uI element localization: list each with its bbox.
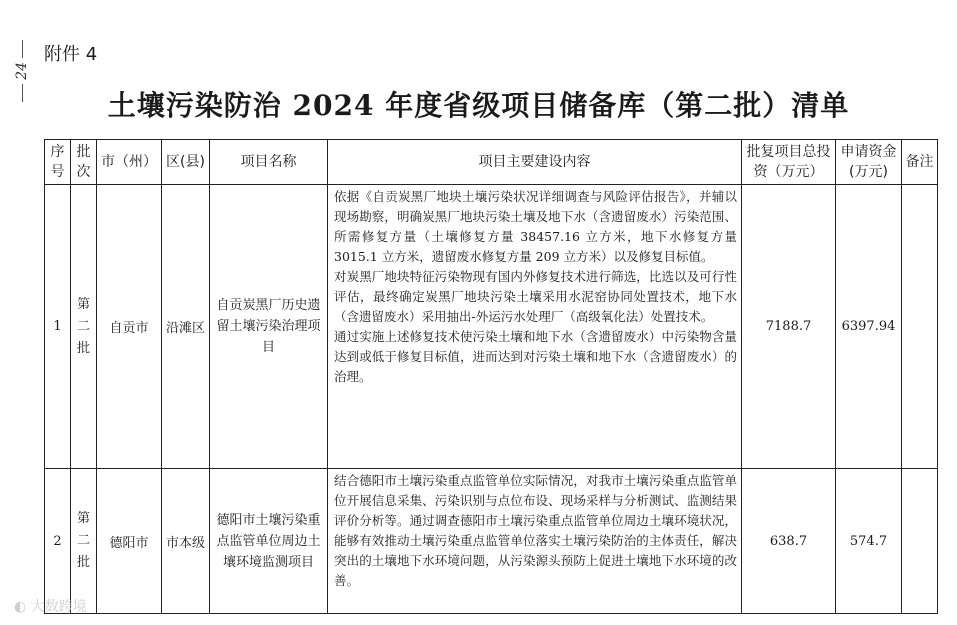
content-paragraph: 通过实施上述修复技术使污染土壤和地下水（含遗留废水）中污染物含量达到或低于修复目标值，进而达到对污染土壤和地下水（含遗留废水）的治理。 (334, 329, 737, 384)
cell-batch (71, 185, 97, 469)
cell-city: 德阳市 (97, 469, 162, 614)
cell-city: 自贡市 (97, 185, 162, 469)
header-apply-line2: (万元) (849, 164, 888, 180)
header-investment-line1: 批复项目总投 (746, 144, 831, 160)
header-batch (71, 140, 97, 185)
header-project-name: 项目名称 (210, 140, 328, 185)
header-city: 市（州） (97, 140, 162, 185)
cell-seq: 2 (45, 469, 71, 614)
attachment-label: 附件 4 (44, 44, 98, 65)
page-number: 24 (14, 62, 30, 80)
cell-project-name: 德阳市土壤污染重点监管单位周边土壤环境监测项目 (210, 469, 328, 614)
watermark-logo-icon: ◐ (14, 599, 27, 615)
header-content: 项目主要建设内容 (328, 140, 742, 185)
batch-char: 二 (76, 533, 90, 548)
batch-char: 第 (76, 511, 90, 526)
cell-apply: 574.7 (836, 469, 902, 614)
batch-char: 批 (76, 340, 90, 356)
content-paragraph: 依据《自贡炭黑厂地块土壤污染状况详细调查与风险评估报告》，并辅以现场勘察，明确炭黑厂地块污染土壤及地下水（含遗留废水）污染范围、所需修复方量（土壤修复方量 38457.16 立方米，地下水修复方量 3015.1 立方米，遗留废水修复方量 209 立方米）以及修复目标值。 (334, 189, 737, 264)
header-apply (836, 140, 902, 185)
header-batch-line2: 次 (76, 164, 91, 180)
batch-char: 二 (76, 318, 90, 334)
cell-remark (902, 469, 938, 614)
cell-project-name: 自贡炭黑厂历史遗留土壤污染治理项目 (210, 185, 328, 469)
header-district: 区(县) (162, 140, 210, 185)
table-row (45, 469, 938, 614)
cell-apply: 6397.94 (836, 185, 902, 469)
header-seq-line2: 号 (50, 164, 65, 180)
header-batch-line1: 批 (76, 144, 91, 160)
cell-content (328, 469, 742, 614)
header-remark: 备注 (902, 140, 938, 185)
header-investment-line2: 资（万元） (753, 164, 824, 180)
cell-investment: 638.7 (742, 469, 836, 614)
content-paragraph: 对炭黑厂地块特征污染物现有国内外修复技术进行筛选，比选以及可行性评估，最终确定炭黑厂地块污染土壤采用水泥窑协同处置技术，地下水（含遗留废水）采用抽出-外运污水处理厂（高级氧化法）处置技术。 (334, 269, 737, 324)
cell-investment: 7188.7 (742, 185, 836, 469)
header-seq-line1: 序 (50, 144, 65, 160)
project-list-table (44, 139, 938, 614)
cell-district: 沿滩区 (162, 185, 210, 469)
table-header-row (45, 140, 938, 185)
table-row (45, 185, 938, 469)
watermark-text: 大数跨境 (30, 599, 87, 615)
margin-dash-top (22, 40, 23, 58)
batch-char: 批 (76, 555, 90, 570)
cell-batch (71, 469, 97, 614)
cell-content (328, 185, 742, 469)
header-investment (742, 140, 836, 185)
batch-char: 第 (76, 296, 90, 312)
header-apply-line1: 申请资金 (840, 144, 897, 160)
cell-seq: 1 (45, 185, 71, 469)
cell-district: 市本级 (162, 469, 210, 614)
document-title: 土壤污染防治 2024 年度省级项目储备库（第二批）清单 (107, 89, 850, 122)
header-seq (45, 140, 71, 185)
cell-remark (902, 185, 938, 469)
watermark (14, 596, 87, 616)
content-paragraph: 结合德阳市土壤污染重点监管单位实际情况，对我市土壤污染重点监管单位开展信息采集、污染识别与点位布设、现场采样与分析测试、监测结果评价分析等。通过调查德阳市土壤污染重点监管单位周边土壤环境状况，能够有效推动土壤污染重点监管单位落实土壤污染防治的主体责任，解决突出的土壤地下水环境问题，从污染源头预防上促进土壤地下水环境的改善。 (334, 473, 737, 588)
